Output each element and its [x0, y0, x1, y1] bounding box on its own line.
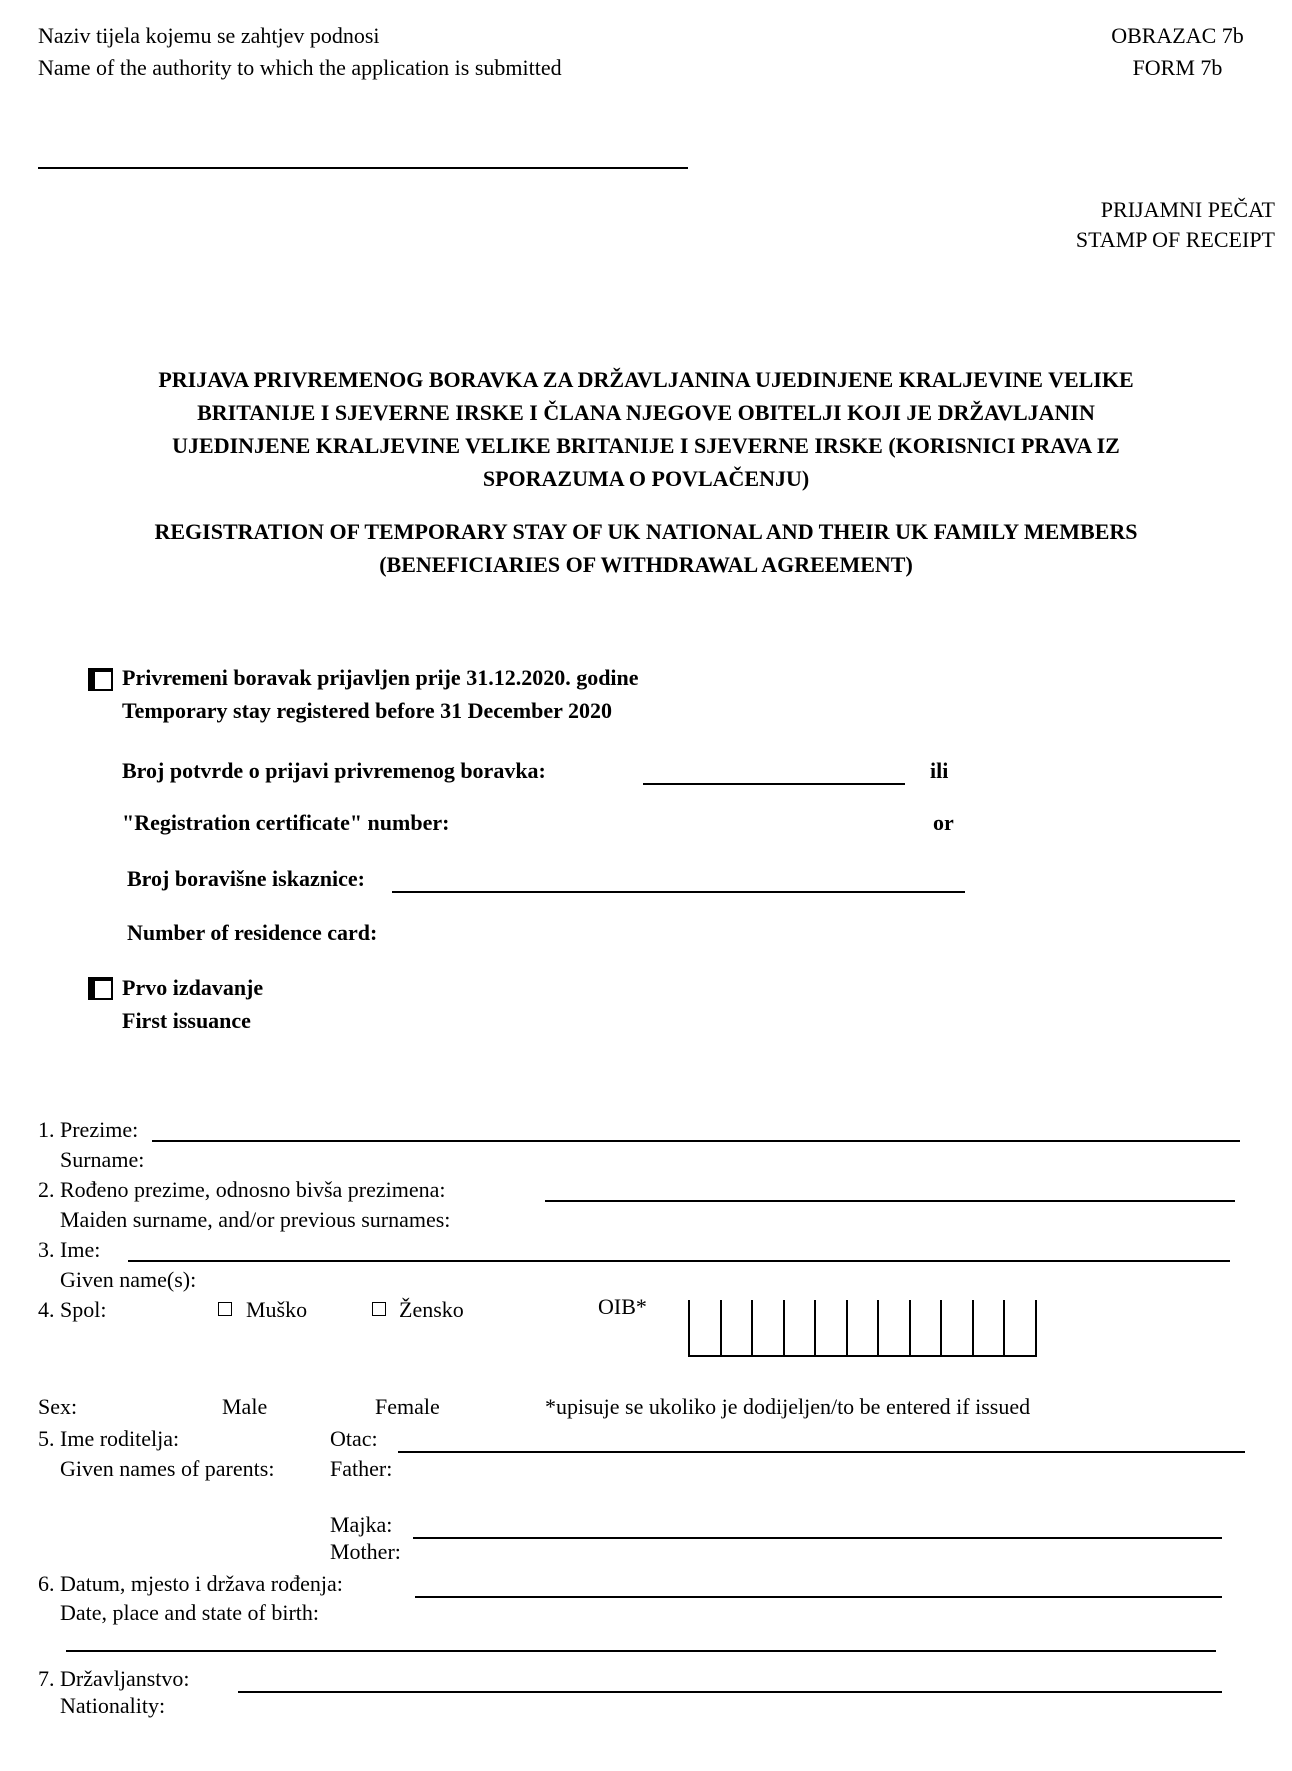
form-title-en-line2: (BENEFICIARIES OF WITHDRAWAL AGREEMENT)	[379, 552, 913, 577]
form-code-hr: OBRAZAC 7b	[1111, 23, 1244, 48]
oib-cell[interactable]	[783, 1300, 815, 1355]
maiden-surname-label-hr: 2. Rođeno prezime, odnosno bivša prezimena:	[38, 1177, 446, 1202]
oib-cell[interactable]	[814, 1300, 846, 1355]
residence-card-line[interactable]	[392, 869, 965, 893]
residence-card-label-en: Number of residence card:	[127, 920, 378, 945]
stamp-of-receipt-label-hr: PRIJAMNI PEČAT	[1100, 197, 1275, 222]
male-label-hr: Muško	[246, 1297, 308, 1322]
oib-cell[interactable]	[877, 1300, 909, 1355]
nationality-label-en: Nationality:	[60, 1693, 166, 1718]
father-label-en: Father:	[330, 1456, 393, 1481]
oib-cell[interactable]	[688, 1300, 720, 1355]
oib-footnote: *upisuje se ukoliko je dodijeljen/to be entered if issued	[545, 1394, 1031, 1419]
checkbox-female[interactable]	[372, 1302, 386, 1316]
certificate-number-label-en: "Registration certificate" number:	[122, 810, 450, 835]
oib-cell[interactable]	[751, 1300, 783, 1355]
first-issuance-label-hr: Prvo izdavanje	[122, 975, 264, 1000]
checkbox-first-issuance[interactable]	[88, 977, 113, 1000]
female-label-en: Female	[375, 1394, 440, 1419]
parents-label-hr: 5. Ime roditelja:	[38, 1426, 180, 1451]
or-label-hr: ili	[930, 758, 949, 783]
checkbox-registered-before-2021[interactable]	[88, 668, 113, 691]
oib-cell[interactable]	[846, 1300, 878, 1355]
form-title-en-line1: REGISTRATION OF TEMPORARY STAY OF UK NATIONAL AND THEIR UK FAMILY MEMBERS	[154, 519, 1138, 544]
or-label-en: or	[933, 810, 954, 835]
oib-cell[interactable]	[1003, 1300, 1037, 1355]
stamp-of-receipt-label-en: STAMP OF RECEIPT	[1075, 227, 1275, 252]
oib-cell[interactable]	[972, 1300, 1004, 1355]
given-name-label-hr: 3. Ime:	[38, 1237, 101, 1262]
surname-label-hr: 1. Prezime:	[38, 1117, 139, 1142]
checkbox-male[interactable]	[218, 1302, 232, 1316]
father-label-hr: Otac:	[330, 1426, 378, 1451]
form-code-en: FORM 7b	[1132, 55, 1223, 80]
mother-label-hr: Majka:	[330, 1512, 393, 1537]
maiden-surname-label-en: Maiden surname, and/or previous surnames:	[60, 1207, 451, 1232]
certificate-number-line[interactable]	[643, 761, 905, 785]
given-name-label-en: Given name(s):	[60, 1267, 197, 1292]
birth-line[interactable]	[415, 1574, 1222, 1598]
sex-label-hr: 4. Spol:	[38, 1297, 107, 1322]
oib-label: OIB*	[598, 1294, 647, 1319]
parents-label-en: Given names of parents:	[60, 1456, 275, 1481]
authority-label-hr: Naziv tijela kojemu se zahtjev podnosi	[38, 23, 380, 48]
nationality-label-hr: 7. Državljanstvo:	[38, 1666, 190, 1691]
father-name-line[interactable]	[398, 1429, 1245, 1453]
first-issuance-label-en: First issuance	[122, 1008, 251, 1033]
authority-label-en: Name of the authority to which the application is submitted	[38, 55, 562, 80]
female-label-hr: Žensko	[399, 1297, 464, 1322]
surname-line[interactable]	[152, 1118, 1240, 1142]
form-title-hr-line4: SPORAZUMA O POVLAČENJU)	[482, 466, 810, 491]
mother-name-line[interactable]	[413, 1515, 1222, 1539]
given-name-line[interactable]	[128, 1238, 1230, 1262]
birth-label-hr: 6. Datum, mjesto i država rođenja:	[38, 1571, 343, 1596]
mother-label-en: Mother:	[330, 1539, 401, 1564]
authority-input-line[interactable]	[38, 145, 688, 169]
form-title-hr-line1: PRIJAVA PRIVREMENOG BORAVKA ZA DRŽAVLJANINA UJEDINJENE KRALJEVINE VELIKE	[158, 367, 1134, 392]
registered-label-en: Temporary stay registered before 31 December 2020	[122, 698, 612, 723]
surname-label-en: Surname:	[60, 1147, 145, 1172]
oib-cell[interactable]	[940, 1300, 972, 1355]
birth-label-en: Date, place and state of birth:	[60, 1600, 320, 1625]
form-title-hr-line3: UJEDINJENE KRALJEVINE VELIKE BRITANIJE I SJEVERNE IRSKE (KORISNICI PRAVA IZ	[172, 433, 1120, 458]
male-label-en: Male	[222, 1394, 268, 1419]
maiden-surname-line[interactable]	[545, 1178, 1235, 1202]
oib-comb[interactable]	[688, 1300, 1037, 1357]
certificate-number-label-hr: Broj potvrde o prijavi privremenog boravka:	[122, 758, 546, 783]
oib-cell[interactable]	[909, 1300, 941, 1355]
oib-cell[interactable]	[720, 1300, 752, 1355]
residence-card-label-hr: Broj boravišne iskaznice:	[127, 866, 365, 891]
birth-continuation-line[interactable]	[66, 1628, 1216, 1652]
sex-label-en: Sex:	[38, 1394, 78, 1419]
nationality-line[interactable]	[238, 1669, 1222, 1693]
registered-label-hr: Privremeni boravak prijavljen prije 31.12.2020. godine	[122, 665, 639, 690]
form-title-hr-line2: BRITANIJE I SJEVERNE IRSKE I ČLANA NJEGOVE OBITELJI KOJI JE DRŽAVLJANIN	[197, 400, 1095, 425]
